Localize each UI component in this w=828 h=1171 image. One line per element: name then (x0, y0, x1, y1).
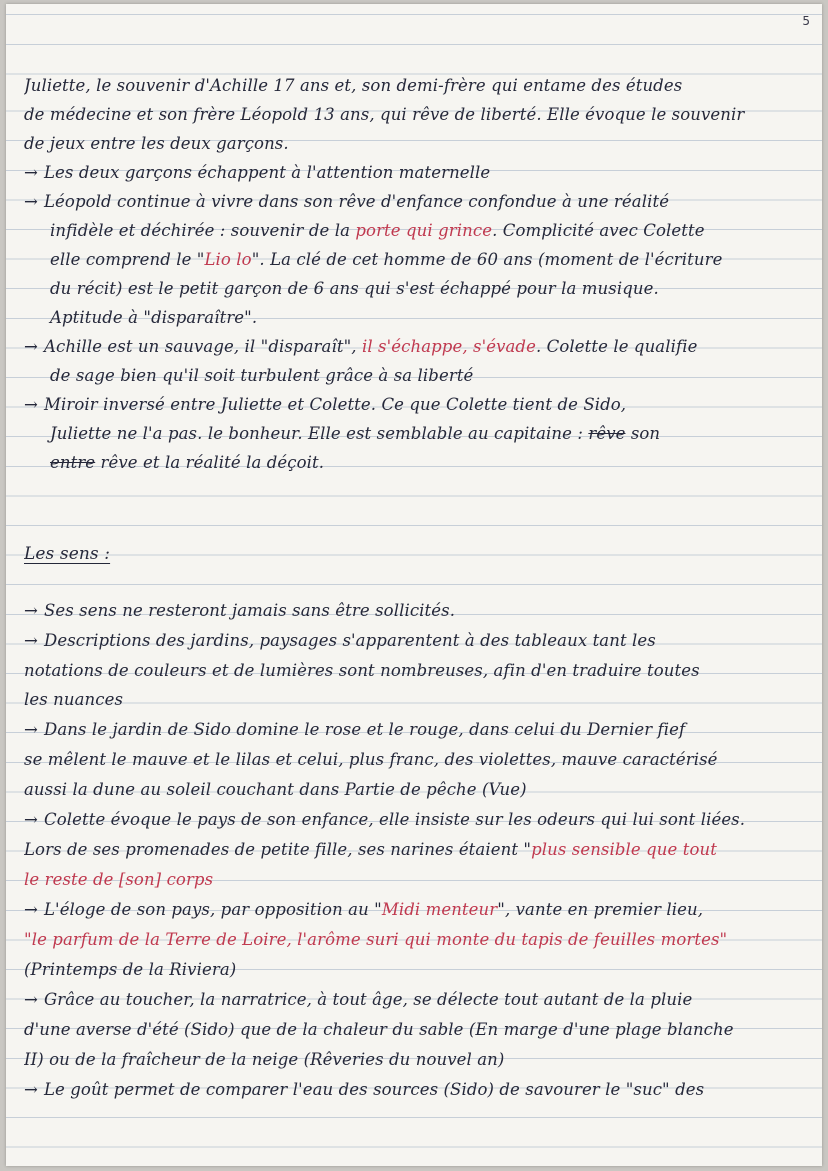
note-line: Aptitude à "disparaître". (50, 308, 258, 327)
note-line: II) ou de la fraîcheur de la neige (Rêveries du nouvel an) (24, 1050, 505, 1069)
red-quote: porte qui grince (355, 221, 493, 240)
red-quote: plus sensible que tout (531, 840, 717, 859)
note-line: infidèle et déchirée : souvenir de la porte qui grince. Complicité avec Colette (50, 221, 705, 240)
bullet-line: → Ses sens ne resteront jamais sans être sollicités. (24, 601, 456, 620)
arrow-icon: → (24, 192, 38, 211)
note-line: Lors de ses promenades de petite fille, ses narines étaient "plus sensible que tout (24, 840, 717, 859)
red-quote: Lio lo (204, 250, 252, 269)
note-line: les nuances (24, 690, 124, 709)
note-line: de jeux entre les deux garçons. (24, 134, 289, 153)
note-line: Juliette ne l'a pas. le bonheur. Elle est semblable au capitaine : rêve son (50, 424, 661, 443)
note-line: elle comprend le "Lio lo". La clé de cet homme de 60 ans (moment de l'écriture (50, 250, 723, 269)
note-line (24, 930, 814, 949)
note-line: d'une averse d'été (Sido) que de la chaleur du sable (En marge d'une plage blanche (24, 1020, 734, 1039)
bullet-line: → Descriptions des jardins, paysages s'apparentent à des tableaux tant les (24, 631, 656, 650)
arrow-icon: → (24, 631, 38, 650)
arrow-icon: → (24, 990, 38, 1009)
arrow-icon: → (24, 395, 38, 414)
note-line: (Printemps de la Riviera) (24, 960, 237, 979)
section-heading: Les sens : (24, 544, 111, 564)
arrow-icon: → (24, 900, 38, 919)
note-line: Juliette, le souvenir d'Achille 17 ans et, son demi-frère qui entame des études (24, 76, 683, 95)
red-quote: le reste de [son] corps (24, 870, 214, 889)
struck-word: rêve (588, 424, 626, 443)
note-line: de sage bien qu'il soit turbulent grâce à sa liberté (50, 366, 474, 385)
note-line: aussi la dune au soleil couchant dans Partie de pêche (Vue) (24, 780, 527, 799)
bullet-line: → Dans le jardin de Sido domine le rose et le rouge, dans celui du Dernier fief (24, 720, 686, 739)
notebook-page (6, 4, 822, 1166)
bullet-line: → Le goût permet de comparer l'eau des sources (Sido) de savourer le "suc" des (24, 1080, 705, 1099)
red-quote: il s'échappe, s'évade (361, 337, 536, 356)
arrow-icon: → (24, 163, 38, 182)
arrow-icon: → (24, 337, 38, 356)
bullet-line: → Grâce au toucher, la narratrice, à tout âge, se délecte tout autant de la pluie (24, 990, 693, 1009)
bullet-line: → L'éloge de son pays, par opposition au "Midi menteur", vante en premier lieu, (24, 900, 704, 919)
arrow-icon: → (24, 1080, 38, 1099)
bullet-line: → Léopold continue à vivre dans son rêve d'enfance confondue à une réalité (24, 192, 670, 211)
note-line: entre rêve et la réalité la déçoit. (50, 453, 325, 472)
note-line: de médecine et son frère Léopold 13 ans, qui rêve de liberté. Elle évoque le souvenir (24, 105, 745, 124)
red-quote: "le parfum de la Terre de Loire, l'arôme suri qui monte du tapis de feuilles mortes" (24, 930, 728, 949)
bullet-line: → Achille est un sauvage, il "disparaît", il s'échappe, s'évade. Colette le qualifie (24, 337, 698, 356)
bullet-line: → Miroir inversé entre Juliette et Colette. Ce que Colette tient de Sido, (24, 395, 627, 414)
note-line (24, 870, 814, 889)
arrow-icon: → (24, 601, 38, 620)
note-line: notations de couleurs et de lumières sont nombreuses, afin d'en traduire toutes (24, 661, 700, 680)
note-line: se mêlent le mauve et le lilas et celui, plus franc, des violettes, mauve caractérisé (24, 750, 718, 769)
red-quote: Midi menteur (381, 900, 498, 919)
bullet-line: → Colette évoque le pays de son enfance, elle insiste sur les odeurs qui lui sont liées. (24, 810, 746, 829)
note-line: du récit) est le petit garçon de 6 ans qui s'est échappé pour la musique. (50, 279, 659, 298)
arrow-icon: → (24, 720, 38, 739)
arrow-icon: → (24, 810, 38, 829)
struck-word: entre (50, 453, 96, 472)
bullet-line: → Les deux garçons échappent à l'attention maternelle (24, 163, 491, 182)
page-number: 5 (802, 14, 810, 28)
